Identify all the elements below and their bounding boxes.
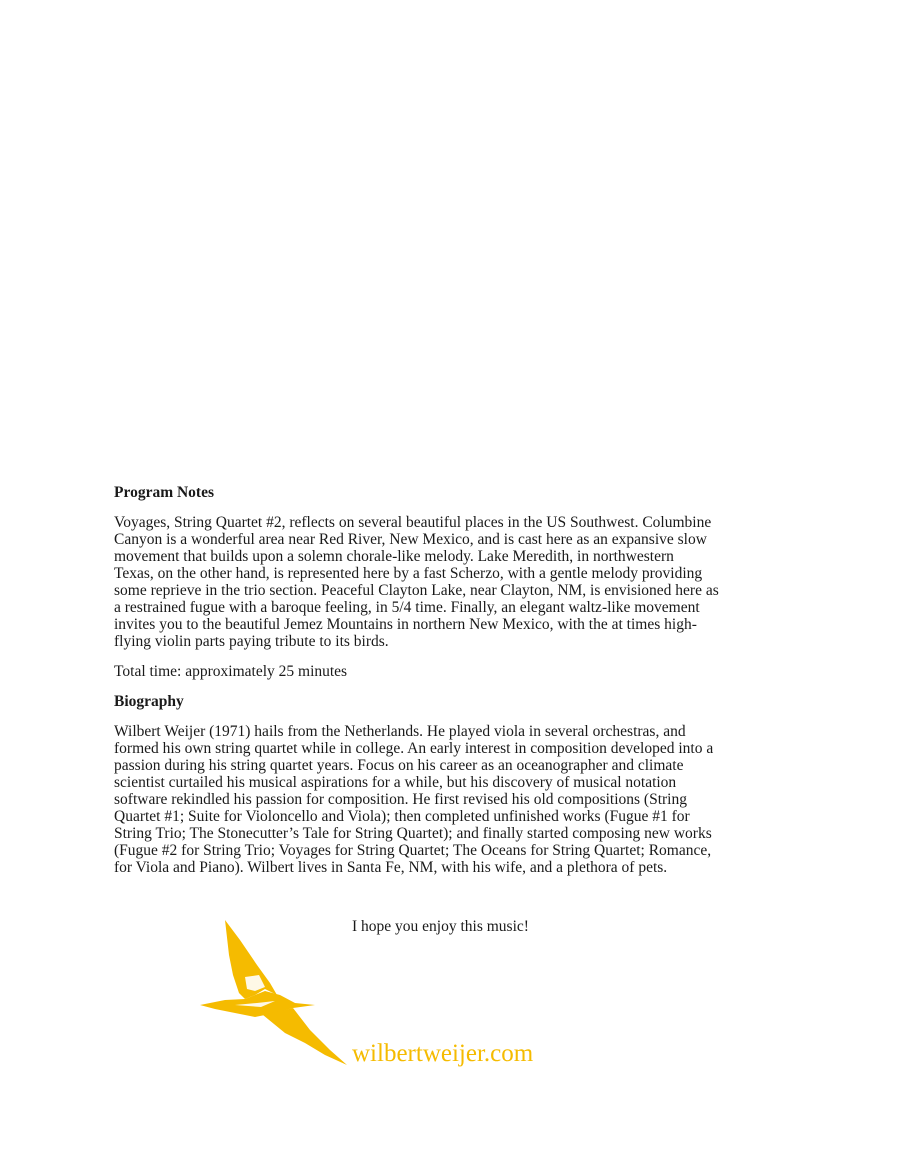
biography-heading: Biography (114, 693, 184, 710)
text-line: Voyages, String Quartet #2, reflects on several beautiful places in the US Southwest. Columbine (114, 514, 712, 531)
text-line: flying violin parts paying tribute to its birds. (114, 633, 389, 650)
text-line: invites you to the beautiful Jemez Mountains in northern New Mexico, with the at times high- (114, 616, 697, 633)
text-line: Quartet #1; Suite for Violoncello and Viola); then completed unfinished works (Fugue #1 for (114, 808, 690, 825)
biography-paragraph (114, 723, 713, 876)
program-notes-paragraph (114, 514, 719, 650)
text-line: passion during his string quartet years. Focus on his career as an oceanographer and climate (114, 757, 684, 774)
text-line: Canyon is a wonderful area near Red River, New Mexico, and is cast here as an expansive slow (114, 531, 707, 548)
text-line: formed his own string quartet while in college. An early interest in composition developed into a (114, 740, 714, 757)
text-line: scientist curtailed his musical aspirations for a while, but his discovery of musical notation (114, 774, 677, 791)
text-line: Wilbert Weijer (1971) hails from the Netherlands. He played viola in several orchestras, and (114, 723, 686, 740)
bird-icon (195, 915, 355, 1070)
text-line: String Trio; The Stonecutter’s Tale for String Quartet); and finally started composing new works (114, 825, 712, 842)
text-line: software rekindled his passion for composition. He first revised his old compositions (String (114, 791, 687, 808)
biography-section (114, 693, 713, 876)
text-line: for Viola and Piano). Wilbert lives in Santa Fe, NM, with his wife, and a plethora of pets. (114, 859, 668, 876)
website-link[interactable]: wilbertweijer.com (352, 1040, 534, 1067)
closing-message: I hope you enjoy this music! (352, 918, 529, 935)
text-line: some reprieve in the trio section. Peaceful Clayton Lake, near Clayton, NM, is envisioned here as (114, 582, 719, 599)
program-notes-heading: Program Notes (114, 484, 215, 501)
text-line: Texas, on the other hand, is represented here by a fast Scherzo, with a gentle melody providing (114, 565, 703, 582)
total-time: Total time: approximately 25 minutes (114, 663, 348, 680)
text-line: a restrained fugue with a baroque feeling, in 5/4 time. Finally, an elegant waltz-like movement (114, 599, 700, 616)
text-line: movement that builds upon a solemn chorale-like melody. Lake Meredith, in northwestern (114, 548, 674, 565)
program-notes-section (114, 484, 719, 680)
text-line: (Fugue #2 for String Trio; Voyages for String Quartet; The Oceans for String Quartet; Romance, (114, 842, 712, 859)
